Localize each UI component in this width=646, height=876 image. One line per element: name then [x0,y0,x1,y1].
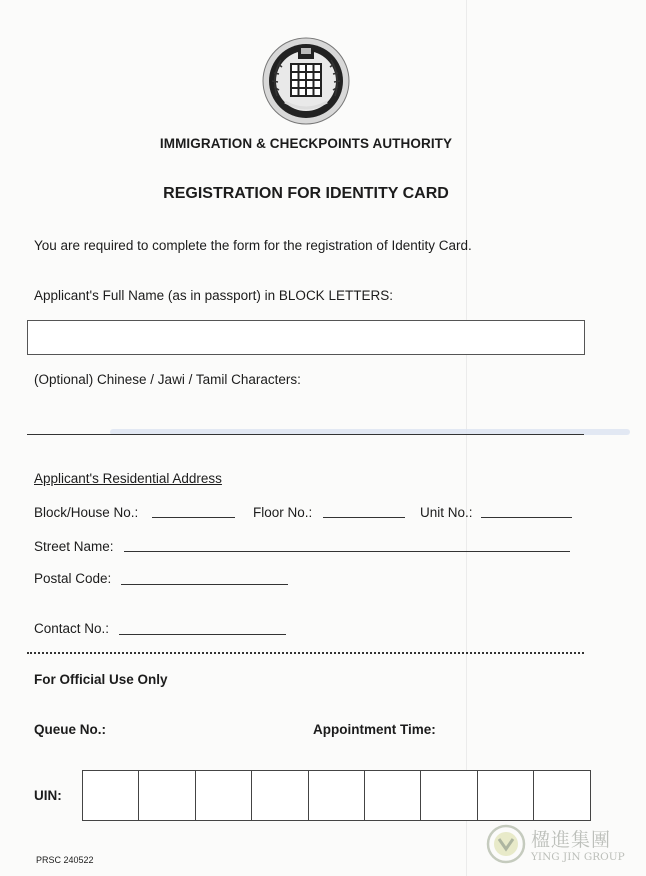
uin-box[interactable] [534,771,589,820]
uin-box[interactable] [309,771,365,820]
unit-label: Unit No.: [420,505,473,520]
intro-text: You are required to complete the form for the registration of Identity Card. [34,238,472,253]
block-house-label: Block/House No.: [34,505,139,520]
uin-box[interactable] [365,771,421,820]
unit-line[interactable] [481,517,572,518]
contact-no-label: Contact No.: [34,621,110,636]
uin-box[interactable] [83,771,139,820]
crest-logo-icon [261,36,351,126]
appointment-time-label: Appointment Time: [313,722,436,737]
dotted-separator [27,652,584,654]
agency-name: IMMIGRATION & CHECKPOINTS AUTHORITY [159,136,453,151]
uin-box[interactable] [421,771,477,820]
watermark-english: YING JIN GROUP [531,851,625,863]
watermark-chinese: 楹進集團 [531,829,612,851]
street-name-line[interactable] [124,551,570,552]
full-name-label: Applicant's Full Name (as in passport) in BLOCK LETTERS: [34,288,393,303]
floor-label: Floor No.: [253,505,313,520]
street-name-label: Street Name: [34,539,114,554]
uin-label: UIN: [34,788,62,803]
uin-box[interactable] [139,771,195,820]
uin-box[interactable] [196,771,252,820]
official-use-heading: For Official Use Only [34,672,168,687]
watermark [486,824,636,866]
floor-line[interactable] [323,517,405,518]
form-code: PRSC 240522 [36,855,94,865]
queue-no-label: Queue No.: [34,722,107,737]
full-name-input[interactable] [27,320,585,355]
block-house-line[interactable] [152,517,235,518]
form-title: REGISTRATION FOR IDENTITY CARD [163,185,449,202]
contact-no-line[interactable] [119,634,286,635]
ying-jin-logo-icon [486,824,526,864]
uin-box-grid [82,770,591,821]
uin-box[interactable] [478,771,534,820]
chinese-characters-label: (Optional) Chinese / Jawi / Tamil Characters: [34,372,301,387]
residential-address-heading: Applicant's Residential Address [34,471,222,486]
postal-code-line[interactable] [121,584,288,585]
paper-fold-line [466,0,467,876]
postal-code-label: Postal Code: [34,571,112,586]
chinese-characters-line[interactable] [27,434,584,435]
uin-box[interactable] [252,771,308,820]
